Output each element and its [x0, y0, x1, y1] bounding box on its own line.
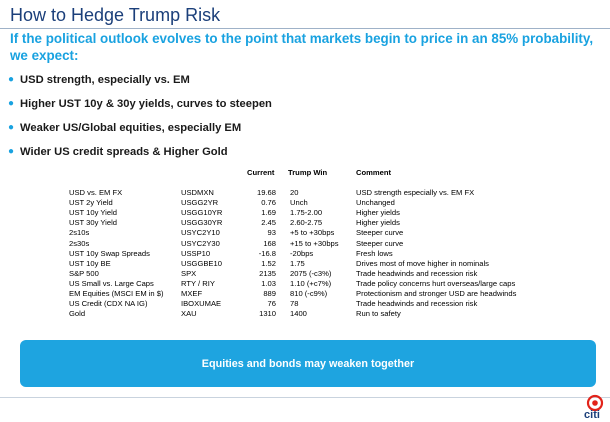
row-trump-win: 2075 (-c3%) — [290, 268, 332, 278]
row-current: 1310 — [259, 309, 276, 319]
row-name: 2s10s — [69, 228, 90, 238]
row-name: UST 10y Swap Spreads — [69, 248, 150, 258]
row-current: 1.69 — [261, 208, 276, 218]
row-trump-win: 20 — [290, 188, 299, 197]
bullet-item — [8, 98, 272, 110]
bullet-text: Weaker US/Global equities, especially EM — [20, 122, 242, 134]
row-name: UST 2y Yield — [69, 198, 113, 208]
slide-title: How to Hedge Trump Risk — [10, 5, 221, 25]
bullet-dot-icon: ● — [8, 74, 15, 85]
row-ticker: USDMXN — [181, 188, 214, 197]
row-trump-win: 1.10 (+c7%) — [290, 278, 332, 288]
row-trump-win: 2.60-2.75 — [290, 218, 323, 228]
bullet-text: Higher UST 10y & 30y yields, curves to steepen — [20, 98, 272, 110]
bullet-dot-icon: ● — [8, 122, 15, 133]
bullet-item — [8, 122, 241, 134]
row-comment: Drives most of move higher in nominals — [356, 258, 489, 268]
row-current: -16.8 — [258, 248, 276, 258]
row-comment: Higher yields — [356, 208, 400, 218]
row-current: 1.03 — [261, 278, 276, 288]
title-divider — [0, 28, 610, 29]
row-ticker: USGG2YR — [181, 198, 219, 208]
summary-banner — [20, 340, 596, 387]
row-current: 889 — [263, 289, 276, 298]
row-current: 93 — [267, 228, 276, 238]
row-comment: Steeper curve — [356, 238, 404, 248]
row-trump-win: 1.75-2.00 — [290, 208, 323, 218]
row-current: 168 — [263, 238, 276, 248]
table-header-current: Current — [247, 168, 275, 177]
slide-subtitle: If the political outlook evolves to the point that markets begin to price in an 85% probability, we expect: — [10, 31, 594, 63]
row-ticker: IBOXUMAE — [181, 299, 222, 309]
row-ticker: RTY / RIY — [181, 278, 215, 288]
footer-divider — [0, 397, 610, 398]
row-name: UST 10y Yield — [69, 208, 117, 218]
row-comment: Run to safety — [356, 309, 401, 319]
row-current: 2.45 — [261, 218, 276, 228]
row-comment: Fresh lows — [356, 248, 393, 258]
table-header-comment: Comment — [356, 168, 392, 177]
citi-logo — [578, 393, 606, 420]
row-name: US Credit (CDX NA IG) — [69, 299, 148, 309]
row-comment: Trade headwinds and recession risk — [356, 299, 478, 309]
row-ticker: MXEF — [181, 289, 203, 298]
table-header-trump-win: Trump Win — [288, 168, 328, 177]
row-current: 2135 — [259, 268, 276, 278]
row-ticker: USGGBE10 — [181, 258, 222, 268]
row-current: 76 — [267, 299, 276, 309]
row-name: UST 10y BE — [69, 258, 111, 268]
bullet-text: USD strength, especially vs. EM — [20, 74, 190, 86]
row-comment: Unchanged — [356, 198, 395, 208]
row-name: USD vs. EM FX — [69, 188, 123, 197]
row-ticker: USYC2Y10 — [181, 228, 220, 238]
banner-text: Equities and bonds may weaken together — [201, 357, 415, 370]
row-current: 0.76 — [261, 198, 276, 208]
row-ticker: XAU — [181, 309, 197, 319]
row-current: 19.68 — [256, 188, 276, 197]
row-name: EM Equities (MSCI EM in $) — [69, 289, 164, 298]
row-trump-win: 1.75 — [290, 258, 305, 268]
bullet-dot-icon: ● — [8, 146, 15, 157]
row-name: 2s30s — [69, 238, 90, 248]
svg-text:citi: citi — [584, 409, 600, 420]
row-trump-win: 78 — [290, 299, 299, 309]
row-comment: Protectionism and stronger USD are headwinds — [356, 289, 517, 298]
bullet-dot-icon: ● — [8, 98, 15, 109]
row-comment: USD strength especially vs. EM FX — [356, 188, 475, 197]
row-trump-win: 810 (-c9%) — [290, 289, 328, 298]
row-ticker: USGG30YR — [181, 218, 223, 228]
row-name: Gold — [69, 309, 86, 319]
row-trump-win: +15 to +30bps — [290, 238, 339, 248]
row-name: UST 30y Yield — [69, 218, 117, 228]
row-current: 1.52 — [261, 258, 276, 268]
row-comment: Trade headwinds and recession risk — [356, 268, 478, 278]
row-trump-win: +5 to +30bps — [290, 228, 335, 238]
row-name: S&P 500 — [69, 268, 99, 278]
row-ticker: USGG10YR — [181, 208, 223, 218]
row-ticker: SPX — [181, 268, 197, 278]
row-trump-win: 1400 — [290, 309, 307, 319]
bullet-item — [8, 146, 228, 158]
row-ticker: USYC2Y30 — [181, 238, 220, 248]
row-ticker: USSP10 — [181, 248, 211, 258]
bullet-item — [8, 74, 190, 86]
bullet-text: Wider US credit spreads & Higher Gold — [20, 146, 228, 158]
row-comment: Steeper curve — [356, 228, 404, 238]
row-trump-win: -20bps — [290, 248, 314, 258]
row-comment: Trade policy concerns hurt overseas/large caps — [356, 278, 516, 288]
row-trump-win: Unch — [290, 198, 308, 208]
row-name: US Small vs. Large Caps — [69, 278, 154, 288]
row-comment: Higher yields — [356, 218, 400, 228]
